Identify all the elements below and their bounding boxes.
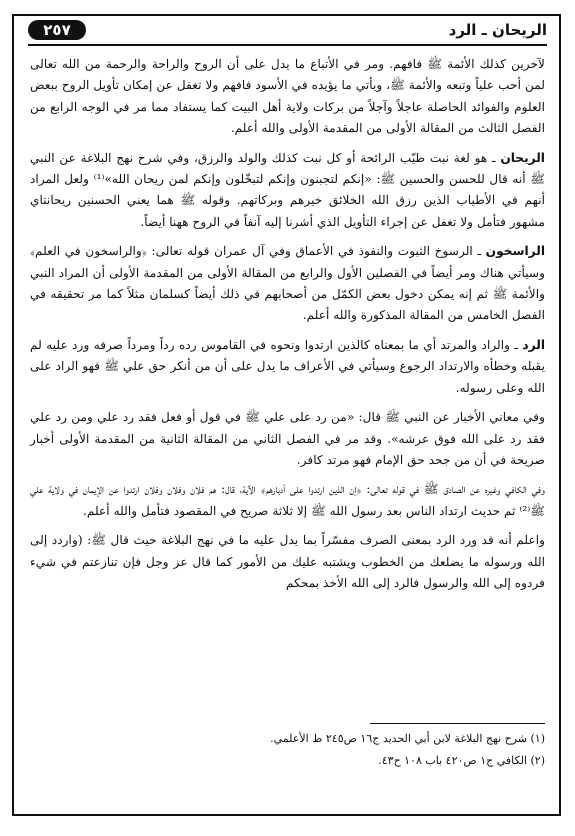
- paragraph: [30, 148, 545, 234]
- paragraph-text: وفي الكافي وغيره عن الصادق ﷺ في قوله تعالى: ﴿إن الذين ارتدوا على أدبارهم﴾ الآية، قال: هم فلان وفلان وفلان ارتدوا عن الإيمان في ولاية علي ﷺ⁽²⁾ ثم حديث ارتداد الناس بعد رسول الله ﷺ إلا ثلاثة صريح في المقصود فتأمل والله أعلم.: [30, 482, 545, 518]
- paragraph-text: ـ هو لغة نبت طيّب الرائحة أو كل نبت كذلك والولد والرزق، وفي شرح نهج البلاغة عن النبي ﷺ أنه قال للحسن والحسين ﷺ: «إنكم لتجبنون وإنكم لتبخّلون وإنكم لمن ريحان الله»⁽¹⁾ ولعل المراد أنهم في الأطياب الذين رزق الله الخلائق خيرهم وبركاتهم. وقوله ﷺ هما يعني الحسنين ريحانتاي مشهور فتأمل ولا تغفل عن إجراء التأويل الذي أشرنا إليه آنفاً في الروح ههنا أيضاً.: [30, 150, 545, 229]
- paragraph: [30, 335, 545, 399]
- footnote-rule: [370, 723, 545, 724]
- footnote: (١) شرح نهج البلاغة لابن أبي الحديد ج١٦ ص٢٤٥ ط الأعلمي.: [270, 732, 545, 745]
- paragraph-text: ـ والراد والمرتد أي ما بمعناه كالذين ارتدوا ونحوه في القاموس رده رداً ومرداً صرفه ورد عليه لم يقبله وخطأه والارتداد الرجوع وسيأتي في الأعراف ما يدل على أن من أنكر حق علي ﷺ فهو الراد على الله وعلى رسوله.: [30, 337, 545, 395]
- main-text: [30, 54, 545, 602]
- entry-term: الرد: [522, 337, 545, 352]
- paragraph: [30, 241, 545, 327]
- paragraph: [30, 479, 545, 522]
- footnote: (٢) الكافي ج١ ص٤٢٠ باب ١٠٨ ح٤٣.: [378, 754, 545, 767]
- footnotes: [30, 728, 545, 772]
- paragraph: [30, 407, 545, 471]
- paragraph-text: ـ الرسوخ الثبوت والنفوذ في الأعماق وفي آل عمران قوله تعالى: ﴿والراسخون في العلم﴾ وسيأتي هناك ومر أيضاً في الفصلين الأول والرابع من المقالة الأولى من المقدمة الأولى أن المراد النبي والأئمة ﷺ ثم إنه يمكن دخول بعض الكمّل من أصحابهم في ذلك أيضاً كسلمان مثلاً كما مر تحقيقه في الفصل الخامس من المقالة المذكورة والله أعلم.: [30, 244, 545, 323]
- page-number-badge: ٢٥٧: [28, 20, 86, 40]
- entry-term: الريحان: [500, 150, 545, 165]
- paragraph: [30, 54, 545, 140]
- paragraph-text: وفي معاني الأخبار عن النبي ﷺ قال: «من رد على علي ﷺ في قول أو فعل فقد رد علي ومن رد علي فقد رد على الله فوق عرشه». وقد مر في الفصل الثاني من المقالة الثانية من المقدمة الأولى أخبار صريحة في أن من جحد حق الإمام فهو مرتد كافر.: [30, 410, 545, 467]
- entry-term: الراسخون: [485, 244, 545, 259]
- paragraph-text: واعلم أنه قد ورد الرد بمعنى الصرف مفسّراً بما يدل عليه ما في نهج البلاغة حيث قال ﷺ: (واردد إلى الله ورسوله ما يضلعك من الخطوب ويشتبه عليك من الأمور كما قال عز وجل فإن تنازعتم في شيء فردوه إلى الله والرسول فالرد إلى الله الأخذ بمحكم: [30, 533, 545, 590]
- page-header: [28, 18, 547, 44]
- running-title: الريحان ـ الرد: [448, 21, 547, 39]
- paragraph: [30, 530, 545, 594]
- header-rule: [28, 44, 547, 46]
- paragraph-text: لآخرين كذلك الأئمة ﷺ فافهم. ومر في الأتباع ما يدل على أن الروح والراحة والرحمة من الله تعالى لمن أحب علياً وتبعه والأئمة ﷺ، ويأتي ما يؤيده في الأسود فافهم ولا تغفل عن إمكان تأويل الروح ببعض العلوم والفوائد الحاصلة عاجلاً وآجلاً من بركات ولاية أهل البيت كما يستفاد مما مر في الوجه الرابع من الفصل الثالث من المقالة الأولى من المقدمة الأولى والله أعلم.: [30, 57, 545, 136]
